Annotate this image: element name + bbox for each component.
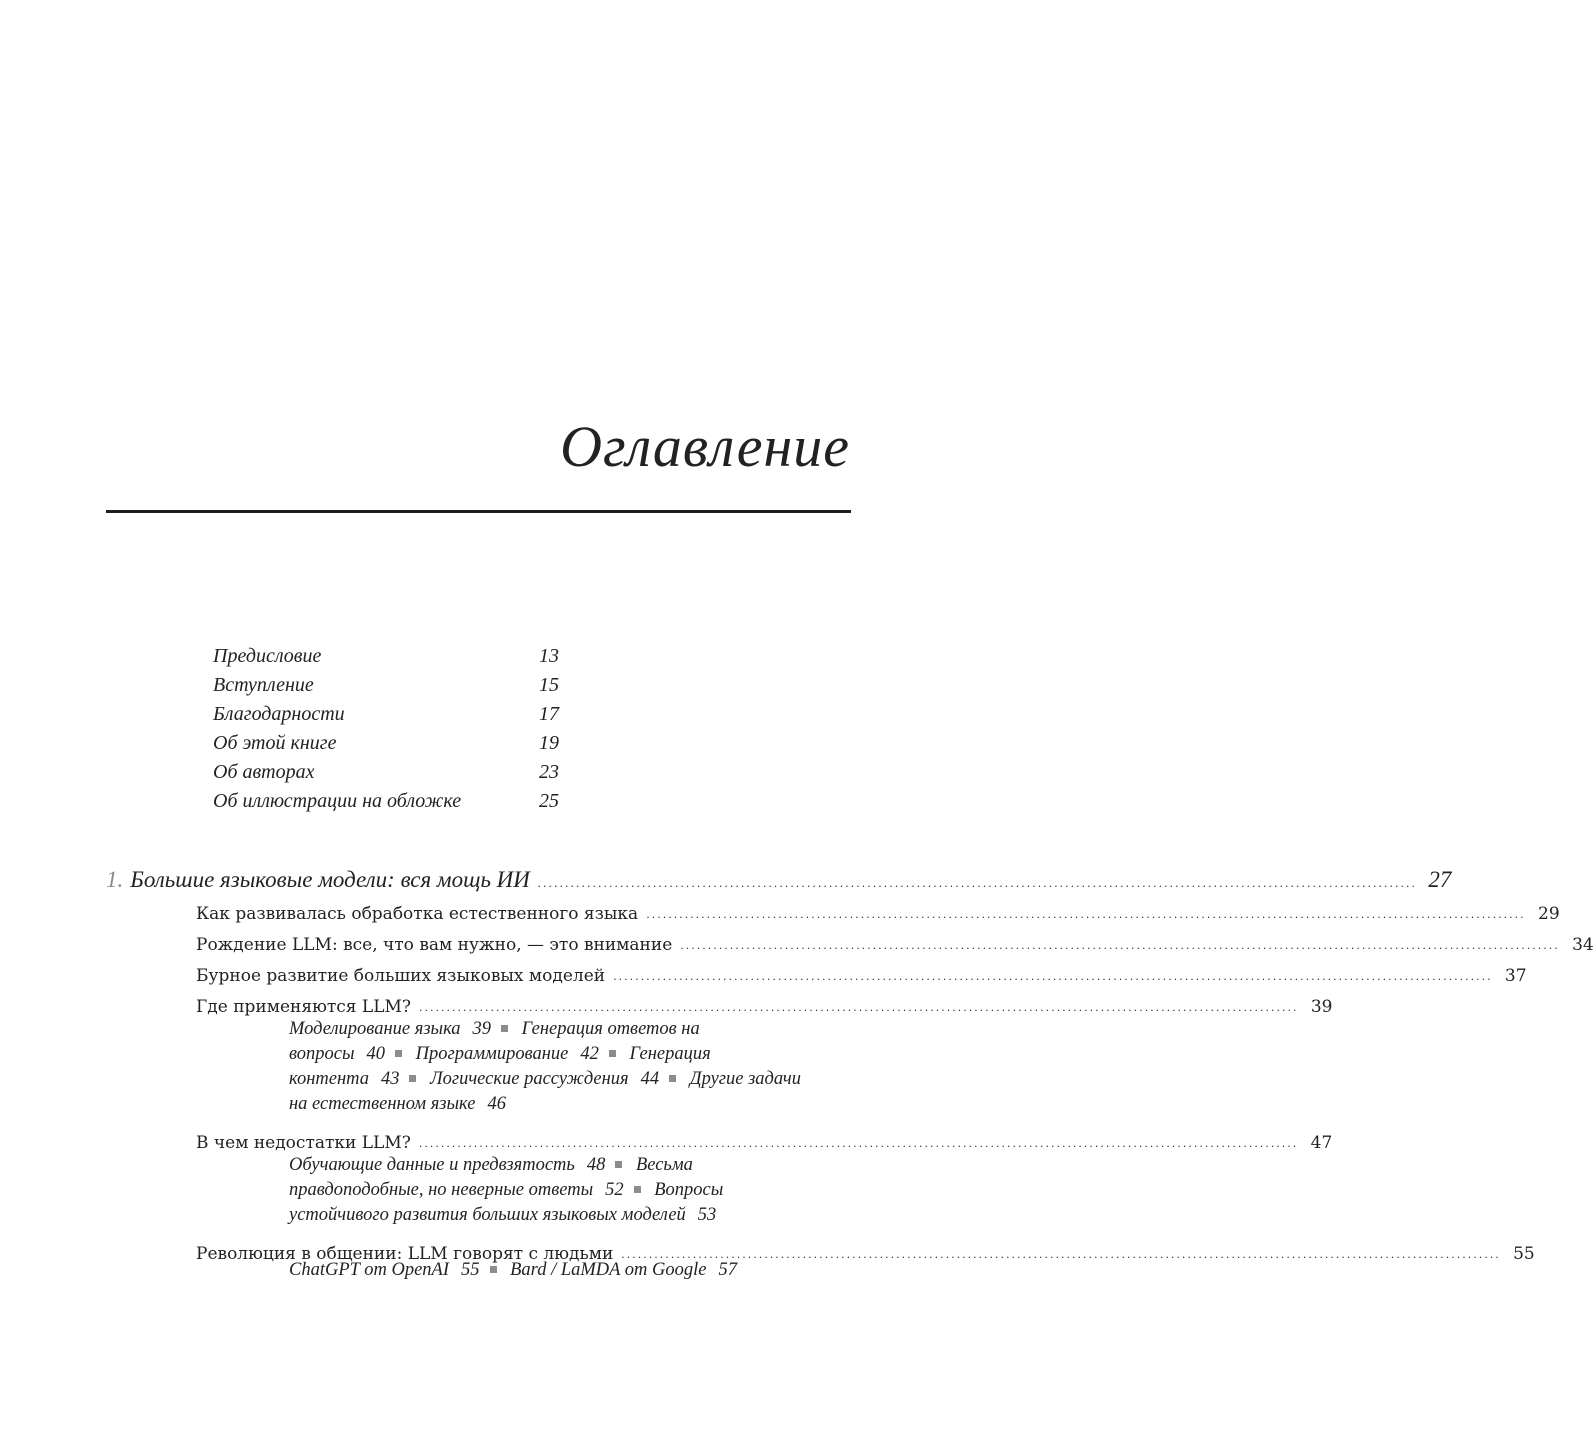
section-title: Бурное развитие больших языковых моделей — [196, 966, 606, 986]
subsection-title[interactable]: Программирование — [415, 1044, 569, 1064]
front-matter-title: Благодарности — [213, 703, 345, 725]
bullet-icon — [501, 1025, 508, 1032]
subsection-page: 55 — [461, 1260, 480, 1280]
subsection-list — [289, 1153, 809, 1228]
chapter-label — [106, 867, 530, 893]
subsection-title[interactable]: ChatGPT от OpenAI — [289, 1260, 449, 1280]
section-page: 39 — [1310, 997, 1333, 1017]
front-matter-item[interactable] — [213, 700, 573, 729]
subsection-page: 53 — [697, 1205, 717, 1225]
table-of-contents — [106, 862, 1594, 1288]
subsection-list — [289, 1258, 809, 1283]
chapter-title: Большие языковые модели: вся мощь ИИ — [130, 867, 530, 892]
section-title: Рождение LLM: все, что вам нужно, — это внимание — [196, 935, 673, 955]
front-matter-list — [213, 642, 573, 816]
section-page: 55 — [1513, 1244, 1535, 1264]
section-entry[interactable] — [196, 955, 1527, 986]
front-matter-page: 25 — [539, 790, 559, 812]
subsection-page: 39 — [472, 1019, 492, 1039]
dot-leader: ................................................................................................................................................................ — [419, 1001, 1299, 1014]
bullet-icon — [615, 1161, 622, 1168]
front-matter-page: 15 — [539, 674, 559, 696]
section-page: 47 — [1310, 1133, 1333, 1153]
chapter-page: 27 — [1428, 867, 1452, 892]
subsection-title[interactable]: Генерация контента — [289, 1044, 711, 1089]
section-entry[interactable] — [196, 1122, 1333, 1153]
subsection-page: 44 — [640, 1069, 660, 1089]
subsection-title[interactable]: Bard / LaMDA от Google — [510, 1260, 707, 1280]
dot-leader: ................................................................................................................................................................ — [680, 939, 1560, 952]
front-matter-title: Об авторах — [213, 761, 315, 783]
subsection-title[interactable]: Моделирование языка — [289, 1019, 461, 1039]
section-title: В чем недостатки LLM? — [196, 1133, 411, 1153]
subsection-list — [289, 1017, 809, 1117]
bullet-icon — [409, 1075, 416, 1082]
section-entry[interactable] — [196, 924, 1594, 955]
front-matter-page: 23 — [539, 761, 559, 783]
dot-leader: ................................................................................................................................................................ — [537, 877, 1418, 890]
subsection-title[interactable]: Обучающие данные и предвзятость — [289, 1155, 575, 1175]
chapter-entry[interactable] — [106, 862, 1452, 893]
subsection-page: 52 — [605, 1180, 624, 1200]
front-matter-title: Об иллюстрации на обложке — [213, 790, 462, 812]
subsection-page: 57 — [718, 1260, 737, 1280]
front-matter-item[interactable] — [213, 642, 573, 671]
front-matter-title: Вступление — [213, 674, 314, 696]
front-matter-page: 13 — [539, 645, 559, 667]
dot-leader: ................................................................................................................................................................ — [613, 970, 1493, 983]
bullet-icon — [669, 1075, 676, 1082]
front-matter-item[interactable] — [213, 671, 573, 700]
dot-leader: ................................................................................................................................................................ — [621, 1248, 1501, 1261]
subsection-page: 42 — [580, 1044, 599, 1064]
front-matter-item[interactable] — [213, 758, 573, 787]
section-page: 37 — [1504, 966, 1527, 986]
front-matter-item[interactable] — [213, 787, 573, 816]
subsection-title[interactable]: Логические рассуждения — [430, 1069, 629, 1089]
chapter-number: 1. — [106, 867, 124, 892]
section-page: 34 — [1572, 935, 1594, 955]
title-rule — [106, 510, 851, 513]
front-matter-title: Предисловие — [213, 645, 322, 667]
front-matter-item[interactable] — [213, 729, 573, 758]
bullet-icon — [634, 1186, 641, 1193]
front-matter-page: 17 — [539, 703, 559, 725]
section-title: Где применяются LLM? — [196, 997, 412, 1017]
bullet-icon — [490, 1266, 497, 1273]
page-title: Оглавление — [560, 414, 850, 479]
dot-leader: ................................................................................................................................................................ — [418, 1137, 1299, 1150]
dot-leader: ................................................................................................................................................................ — [646, 908, 1526, 921]
section-title: Революция в общении: LLM говорят с людьми — [196, 1244, 614, 1264]
subsection-title[interactable]: Вопросы устойчивого развития больших языковых моделей — [289, 1180, 724, 1225]
subsection-page: 46 — [487, 1094, 506, 1114]
section-entry[interactable] — [196, 893, 1560, 924]
front-matter-title: Об этой книге — [213, 732, 337, 754]
bullet-icon — [609, 1050, 616, 1057]
subsection-page: 40 — [366, 1044, 386, 1064]
subsection-title[interactable]: Весьма правдоподобные, но неверные ответы — [289, 1155, 693, 1200]
subsection-title[interactable]: Другие задачи на естественном языке — [289, 1069, 801, 1114]
section-page: 29 — [1538, 904, 1560, 924]
section-title: Как развивалась обработка естественного языка — [196, 904, 639, 924]
subsection-page: 43 — [380, 1069, 400, 1089]
subsection-title[interactable]: Генерация ответов на вопросы — [289, 1019, 700, 1064]
front-matter-page: 19 — [539, 732, 559, 754]
bullet-icon — [395, 1050, 402, 1057]
subsection-page: 48 — [586, 1155, 606, 1175]
section-entry[interactable] — [196, 986, 1333, 1017]
